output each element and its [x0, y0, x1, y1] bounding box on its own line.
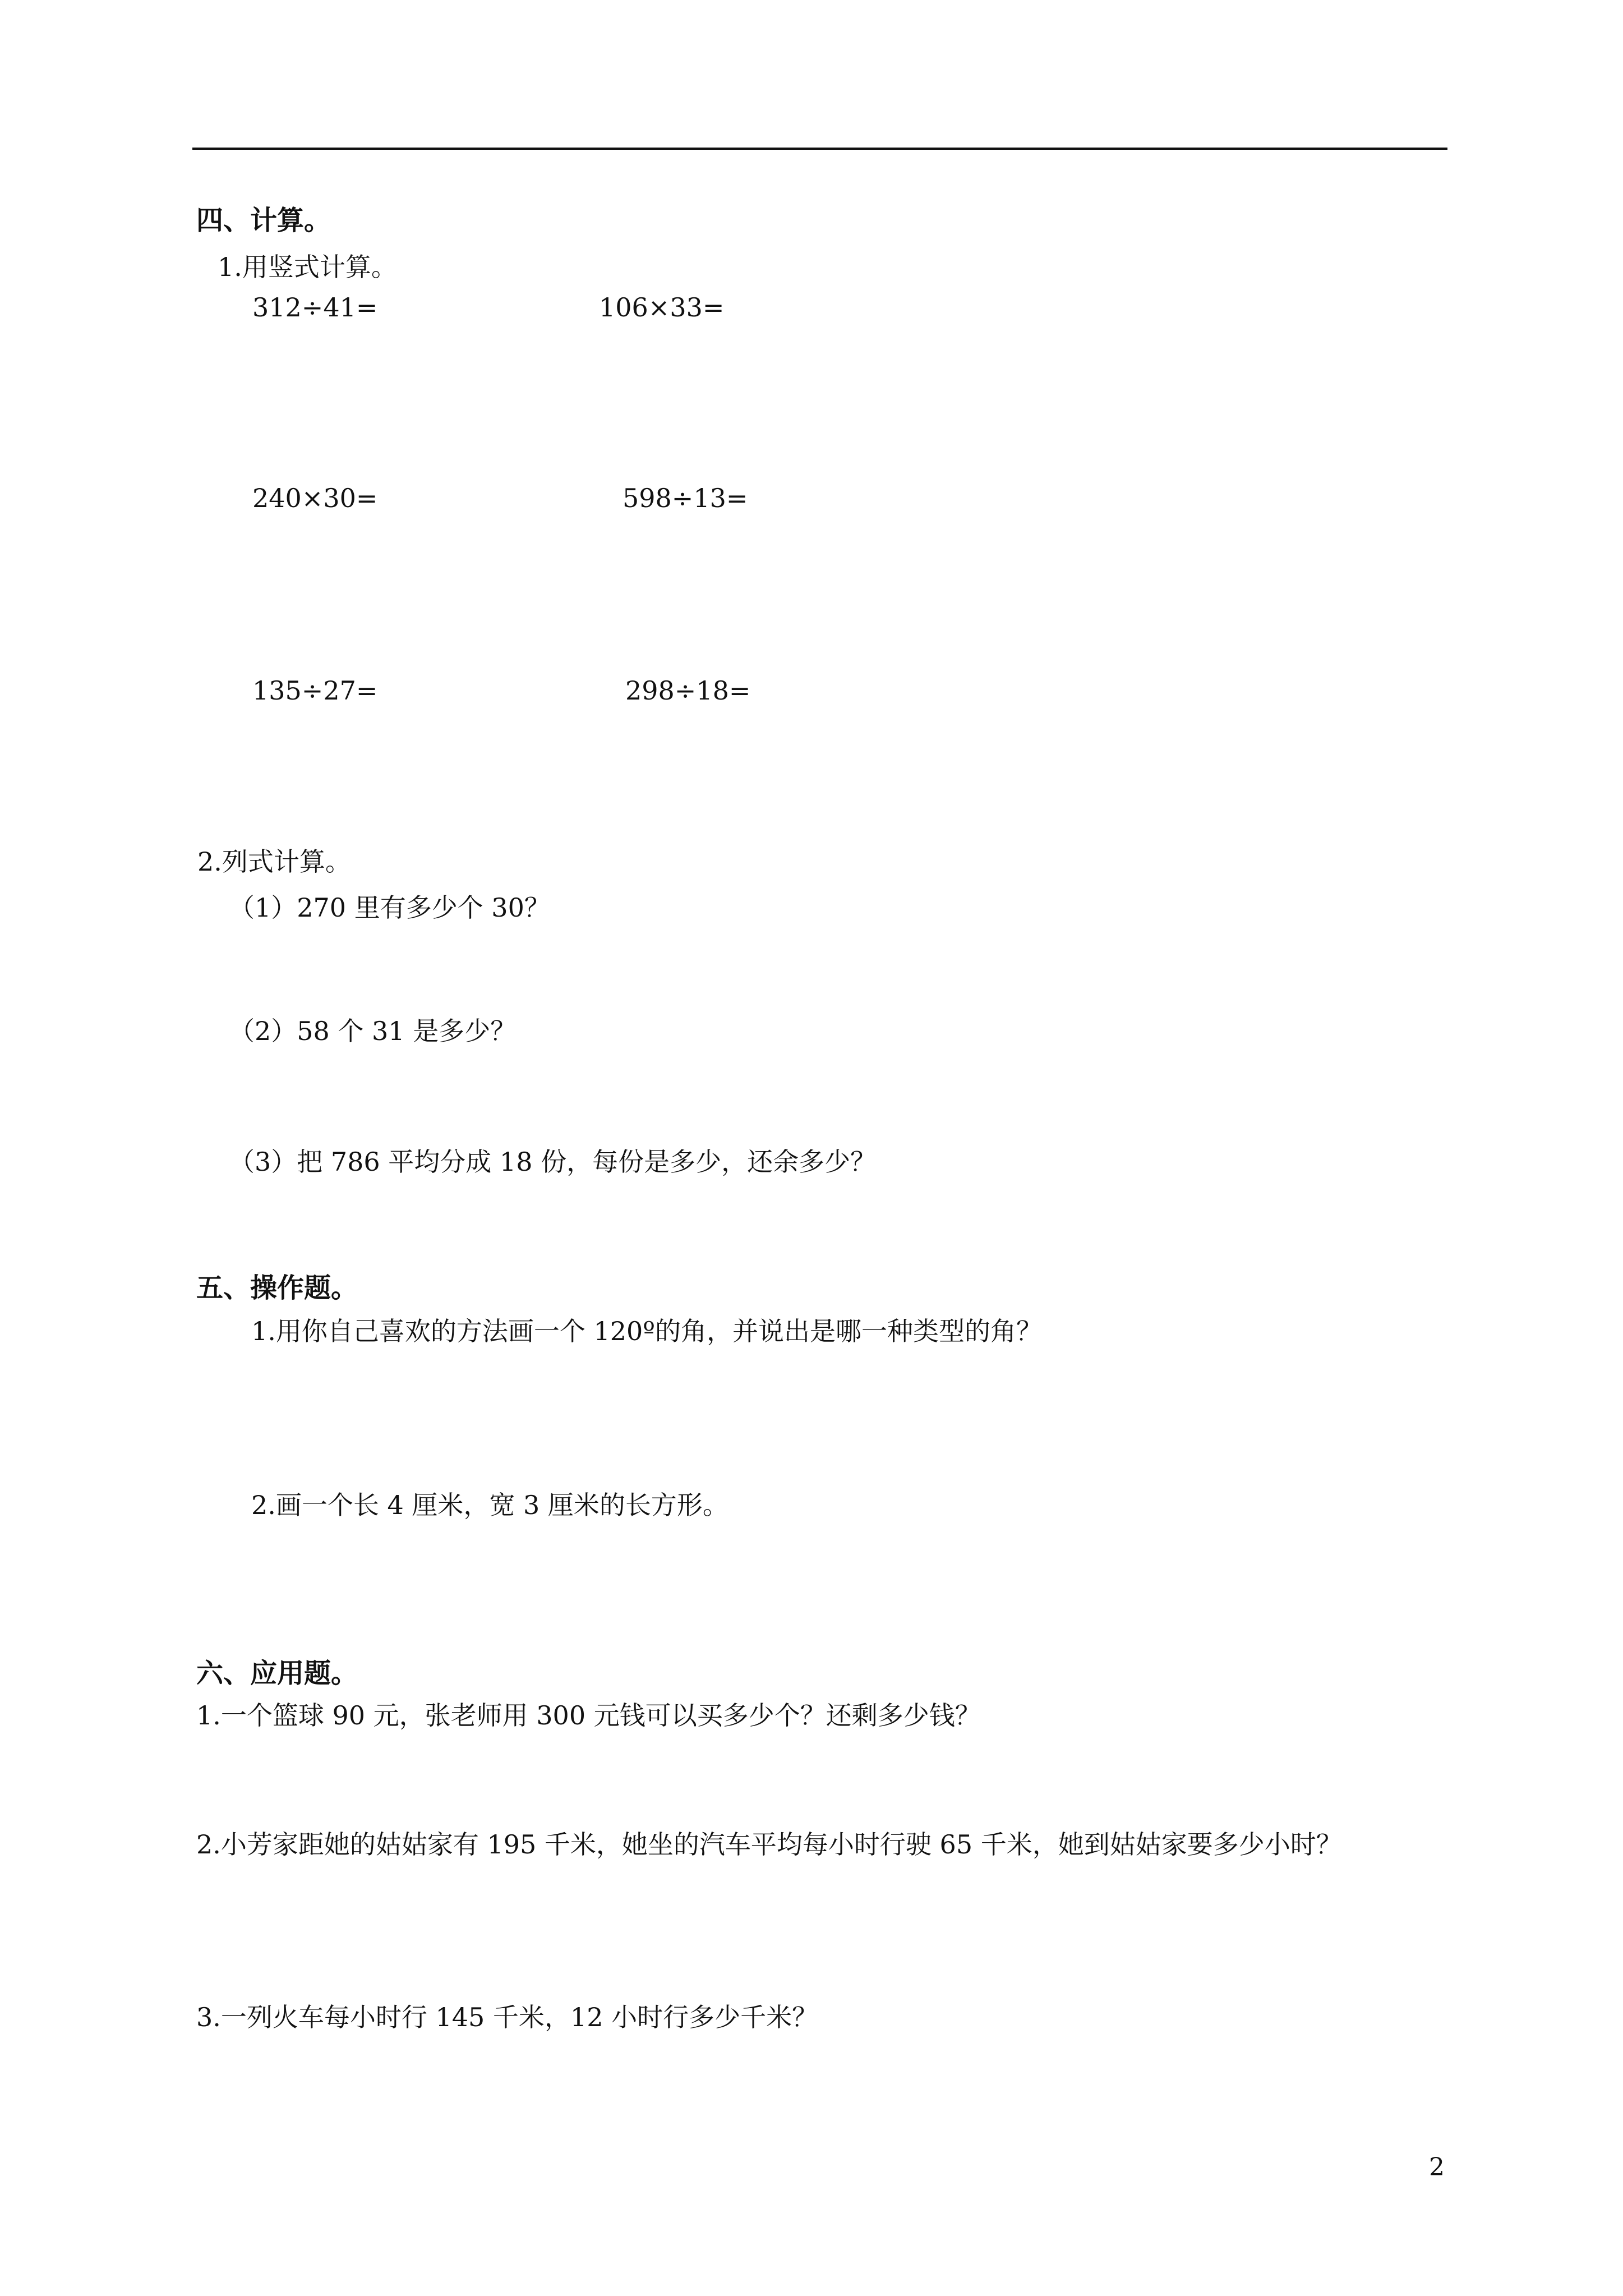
problem-1: 312÷41= [252, 292, 378, 323]
section-four-heading: 四、计算。 [196, 205, 331, 236]
section-six-heading: 六、应用题。 [196, 1658, 358, 1689]
word-problem-2: 2.小芳家距她的姑姑家有 195 千米，她坐的汽车平均每小时行驶 65 千米，她到姑姑家要多少小时？ [196, 1829, 1342, 1860]
vertical-calc-label: 1.用竖式计算。 [218, 252, 397, 282]
operation-item-1: 1.用你自己喜欢的方法画一个 120º的角，并说出是哪一种类型的角？ [251, 1316, 1042, 1346]
formula-calc-label: 2.列式计算。 [197, 846, 351, 877]
problem-3: 240×30= [252, 483, 378, 513]
problem-5: 135÷27= [252, 675, 378, 706]
formula-item-3: （3）把 786 平均分成 18 份，每份是多少，还余多少？ [229, 1147, 877, 1177]
word-problem-3: 3.一列火车每小时行 145 千米，12 小时行多少千米？ [196, 2002, 818, 2032]
operation-item-2: 2.画一个长 4 厘米，宽 3 厘米的长方形。 [251, 1490, 728, 1520]
header-rule [192, 148, 1447, 150]
problem-4: 598÷13= [623, 483, 748, 513]
problem-6: 298÷18= [625, 675, 751, 706]
formula-item-1: （1）270 里有多少个 30？ [229, 892, 550, 923]
formula-item-2: （2）58 个 31 是多少？ [229, 1016, 517, 1046]
problem-2: 106×33= [599, 292, 725, 323]
page-number: 2 [1429, 2153, 1445, 2182]
section-five-heading: 五、操作题。 [196, 1272, 358, 1304]
word-problem-1: 1.一个篮球 90 元，张老师用 300 元钱可以买多少个？还剩多少钱？ [196, 1700, 981, 1731]
